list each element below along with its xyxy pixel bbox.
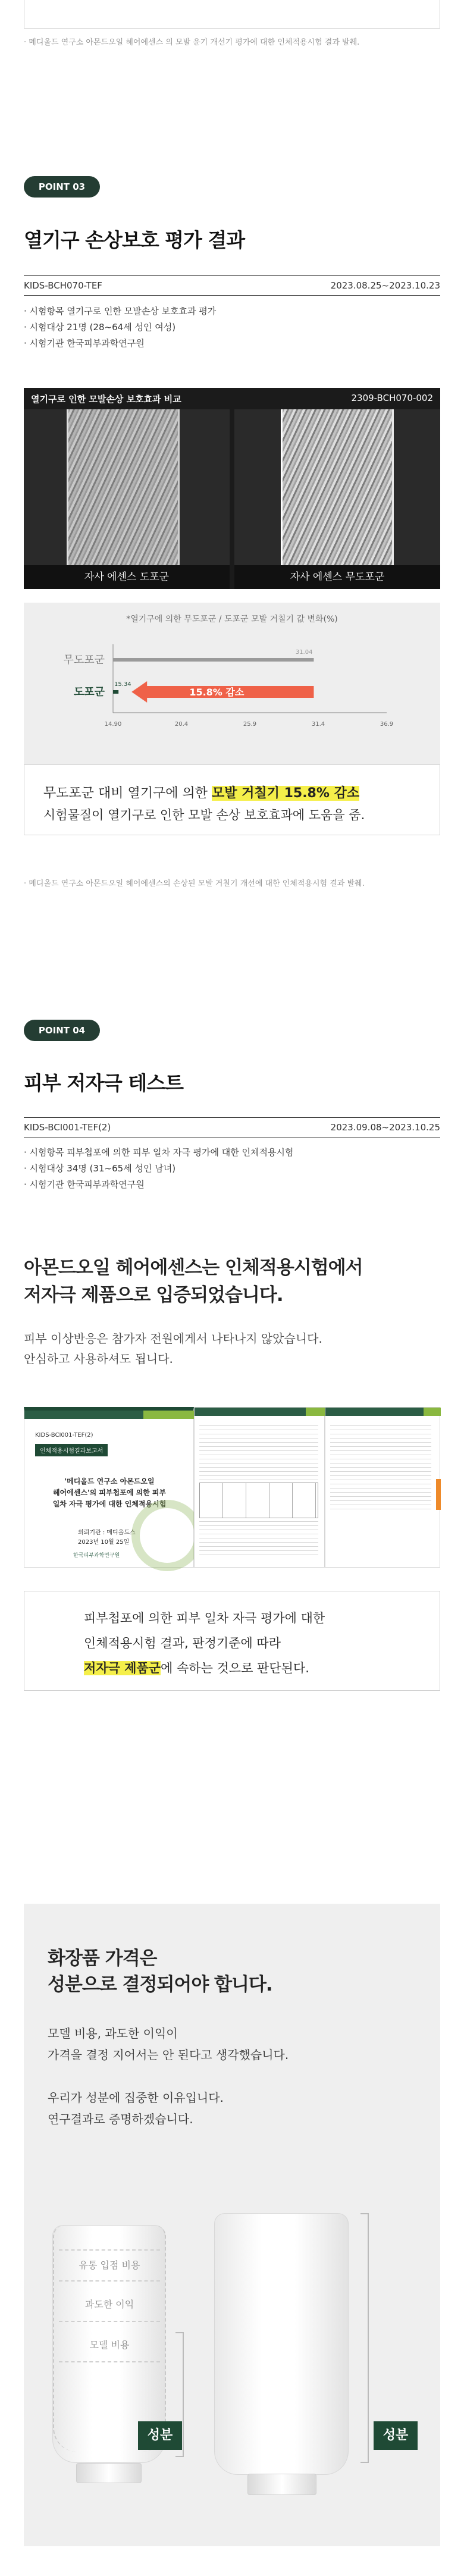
point4-headline-line1: 아몬드오일 헤어에센스는 인체적용시험에서 — [24, 1257, 363, 1278]
chart-category-label: 도포군 — [73, 686, 105, 698]
tube-label-model: 모델 비용 — [59, 2330, 160, 2362]
report-title-line: 헤어에센스'의 피부첩포에 의한 피부 — [52, 1488, 167, 1497]
point4-headline-line2: 저자극 제품으로 입증되었습니다. — [24, 1284, 283, 1306]
point4-title: 피부 저자극 테스트 — [24, 1071, 184, 1095]
pricing-paragraph — [48, 2023, 289, 2130]
hair-strand-illustration — [67, 409, 180, 565]
point4-code: KIDS-BCI001-TEF(2) — [24, 1122, 111, 1133]
page-stripe — [195, 1408, 325, 1416]
pricing-p3: 우리가 성분에 집중한 이유입니다. — [48, 2091, 224, 2105]
chart-x-tick-label: 25.9 — [243, 721, 257, 728]
previous-section-box — [24, 0, 440, 29]
chart-title: *열기구에 의한 무도포군 / 도포군 모발 거칠기 값 변화(%) — [126, 615, 338, 624]
conclusion-text: 무도포군 대비 열기구에 의한 — [43, 786, 212, 801]
tube-label-profit: 과도한 이익 — [59, 2290, 160, 2322]
point3-bullet-item: · 시험대상 21명 (28~64세 성인 여성) — [24, 319, 216, 336]
chart-value-label-untreated: 31.04 — [295, 649, 313, 656]
point4-conclusion-line2: 인체적용시험 결과, 판정기준에 따라 — [84, 1636, 281, 1650]
point3-bullet-item: · 시험항목 열기구로 인한 모발손상 보호효과 평가 — [24, 303, 216, 319]
point4-meta-row — [24, 1117, 440, 1137]
top-footnote: · 메디올드 연구소 아몬드오일 헤어에센스 의 모발 윤기 개선기 평가에 대한 인체적용시험 결과 발췌. — [24, 38, 360, 47]
pricing-title-line1: 화장품 가격은 — [48, 1948, 157, 1969]
roughness-chart-svg — [24, 603, 440, 764]
pricing-p1: 모델 비용, 과도한 이익이 — [48, 2026, 178, 2041]
pricing-p4: 연구결과로 증명하겠습니다. — [48, 2112, 193, 2126]
report-table — [199, 1483, 318, 1518]
tube-label-distribution: 유통 입점 비용 — [59, 2249, 160, 2282]
report-title-line: 일차 자극 평가에 대한 인체적용시험 — [52, 1500, 167, 1508]
ingredient-label-right: 성분 — [374, 2421, 418, 2450]
chart-category-label: 무도포군 — [63, 654, 105, 666]
chart-x-tick-label: 20.4 — [174, 721, 189, 728]
roughness-chart — [24, 603, 440, 764]
point3-bullet-item: · 시험기관 한국피부과학연구원 — [24, 336, 216, 352]
point4-conclusion-line3 — [84, 1656, 325, 1681]
chart-x-tick-label: 31.4 — [311, 721, 325, 728]
hair-comparison-image — [24, 388, 440, 589]
point3-footnote: · 메디올드 연구소 아몬드오일 헤어에센스의 손상된 모발 거칠기 개선에 대한 인체적용시험 결과 발췌. — [24, 879, 365, 888]
chart-x-tick-label: 36.9 — [380, 721, 394, 728]
pricing-title-line2: 성분으로 결정되어야 합니다. — [48, 1974, 272, 1995]
point3-meta-row — [24, 275, 440, 296]
point4-conclusion-box — [24, 1591, 440, 1691]
point4-description — [24, 1328, 322, 1369]
report-code: KIDS-BCI001-TEF(2) — [35, 1432, 93, 1439]
point4-bullet-item: · 시험대상 34명 (31~65세 성인 남녀) — [24, 1161, 293, 1177]
point3-badge: POINT 03 — [24, 176, 100, 198]
chart-x-tick-label: 14.90 — [104, 721, 122, 728]
pricing-section — [24, 1904, 440, 2546]
report-org: 한국피부과학연구원 — [73, 1553, 120, 1559]
hair-image-treated — [24, 409, 230, 565]
report-client: 의뢰기관 : 메디올드스 — [78, 1530, 136, 1536]
point4-conclusion-text — [84, 1606, 325, 1681]
point3-title: 열기구 손상보호 평가 결과 — [24, 228, 245, 252]
report-label: 인체적용시험결과보고서 — [35, 1444, 108, 1456]
point4-desc-line2: 안심하고 사용하셔도 됩니다. — [24, 1352, 173, 1366]
report-cover-page — [24, 1407, 194, 1568]
image-header-left: 열기구로 인한 모발손상 보호효과 비교 — [31, 394, 181, 405]
point4-bullets — [24, 1145, 293, 1193]
point4-desc-line1: 피부 이상반응은 참가자 전원에게서 나타나지 않았습니다. — [24, 1331, 322, 1346]
pricing-title — [48, 1945, 272, 1998]
cover-decoration — [131, 1500, 203, 1571]
point4-bullet-item: · 시험항목 피부첩포에 의한 피부 일차 자극 평가에 대한 인체적용시험 — [24, 1145, 293, 1161]
point3-conclusion-box — [24, 764, 440, 835]
report-text-page — [325, 1407, 440, 1568]
report-table-page — [194, 1407, 325, 1568]
caption-untreated: 자사 에센스 무도포군 — [234, 565, 440, 589]
report-text-lines — [330, 1422, 431, 1511]
caption-treated: 자사 에센스 도포군 — [24, 565, 230, 589]
image-header-right: 2309-BCH070-002 — [351, 393, 433, 403]
point3-bullets — [24, 303, 216, 352]
point3-conclusion-line1 — [43, 783, 359, 801]
tube-right-cap — [247, 2474, 316, 2495]
point3-conclusion-line2: 시험물질이 열기구로 인한 모발 손상 보호효과에 도움을 줌. — [43, 808, 365, 822]
reduction-annotation: 15.8% 감소 — [189, 687, 244, 698]
tube-right-bracket — [360, 2213, 369, 2463]
point3-period: 2023.08.25~2023.10.23 — [330, 280, 440, 291]
point4-bullet-item: · 시험기관 한국피부과학연구원 — [24, 1177, 293, 1193]
conclusion-highlight: 모발 거칠기 15.8% 감소 — [212, 786, 360, 801]
tube-right — [214, 2213, 349, 2475]
report-document-images — [24, 1407, 440, 1568]
point4-badge: POINT 04 — [24, 1020, 100, 1041]
hair-image-untreated — [234, 409, 440, 565]
page-tab-marker — [436, 1479, 441, 1510]
hair-strand-illustration — [281, 409, 394, 565]
conclusion-text: 에 속하는 것으로 판단된다. — [161, 1661, 309, 1675]
report-date: 2023년 10월 25일 — [78, 1539, 130, 1546]
point4-period: 2023.09.08~2023.10.25 — [330, 1122, 440, 1133]
report-title-line: '메디올드 연구소 아몬드오일 — [64, 1477, 155, 1486]
chart-bar-untreated — [113, 658, 313, 662]
pricing-p2: 가격을 결정 지어서는 안 된다고 생각했습니다. — [48, 2048, 289, 2062]
chart-value-label-treated: 15.34 — [114, 681, 131, 688]
point4-headline — [24, 1254, 363, 1309]
conclusion-highlight: 저자극 제품군 — [84, 1661, 161, 1675]
point3-code: KIDS-BCH070-TEF — [24, 280, 102, 291]
ingredient-label-left: 성분 — [138, 2421, 182, 2450]
page-stripe — [325, 1408, 441, 1416]
point4-conclusion-line1: 피부첩포에 의한 피부 일차 자극 평가에 대한 — [84, 1611, 325, 1625]
cover-stripe — [24, 1411, 195, 1419]
chart-bar-treated — [113, 690, 118, 694]
tube-left-cap — [76, 2463, 142, 2483]
